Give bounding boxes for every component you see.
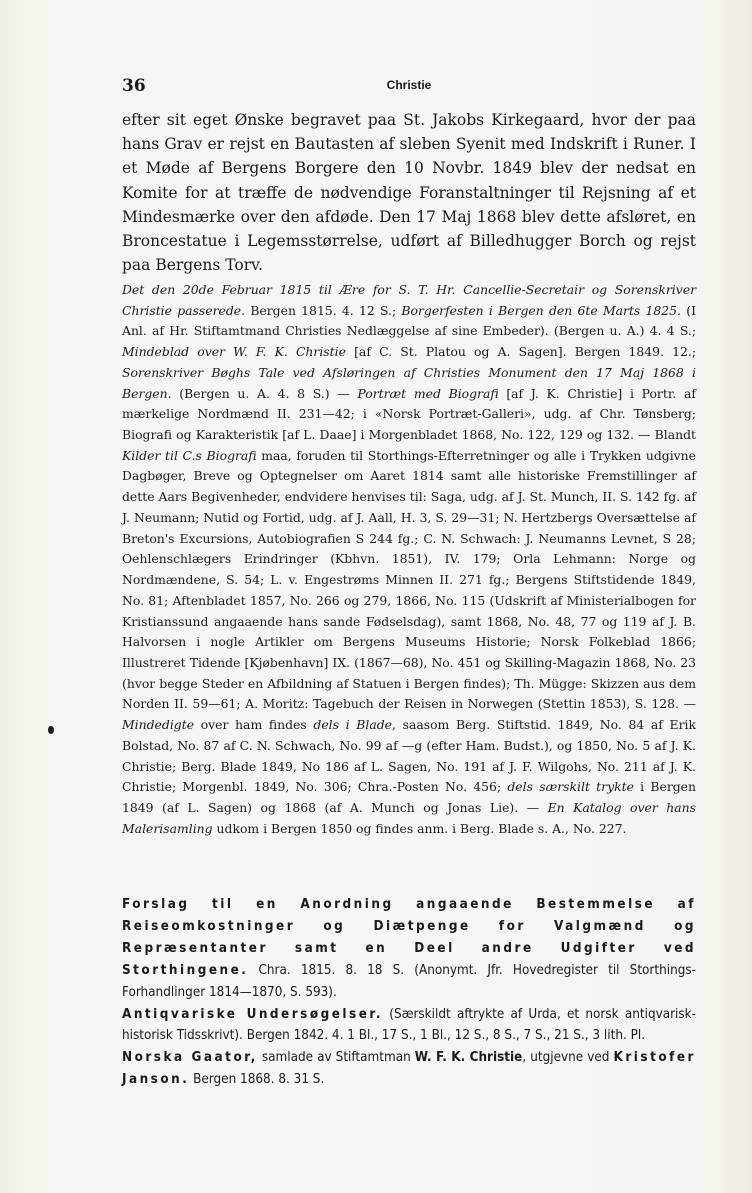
work-details: Bergen 1868. 8. 31 S. xyxy=(189,1072,325,1088)
biblio-title: Mindeblad over W. F. K. Christie xyxy=(122,344,346,360)
work-entry xyxy=(122,1047,696,1091)
biblio-text: i Bergen 1849 (af L. Sagen) og 1868 (af A. Munch og Jonas Lie). — xyxy=(122,779,696,815)
work-entry xyxy=(122,1004,696,1048)
running-head: Christie xyxy=(386,78,432,92)
biblio-title: dels i Blade xyxy=(313,717,392,733)
biblio-title: Portræt med Biografi xyxy=(357,385,499,401)
biblio-title: Kilder til C.s Biografi xyxy=(122,447,257,463)
biblio-text: (Bergen u. A. 4. 8 S.) — xyxy=(171,385,358,401)
work-details: samlade av Stiftamtman xyxy=(257,1050,415,1066)
page-header xyxy=(122,76,696,100)
biblio-text: [af J. K. Christie] i Portr. af mærkelige Nordmænd II. 231—42; i «Norsk Portræt-Galleri», udg. af Chr. Tønsberg; Biografi og Karakteristik [af L. Daae] i Morgenbladet 1868, No. 122, 129 og 132. — Blandt xyxy=(122,385,696,443)
work-title: Antiqvariske Undersøgelser. xyxy=(122,1006,384,1022)
biblio-text: (I Anl. af Hr. Stiftamtmand Christies Nedlæggelse af sine Embeder). (Bergen u. A.) 4. 4 S.; xyxy=(122,302,696,339)
biblio-text: over ham findes xyxy=(194,717,314,733)
work-author: W. F. K. Christie xyxy=(414,1050,523,1066)
work-entry xyxy=(122,894,696,1004)
work-details: , utgjevne ved xyxy=(522,1050,614,1066)
work-details: Chra. 1815. 8. 18 S. (Anonymt. Jfr. Hovedregister til Storthings-Forhandlinger 1814—1870, S. 593). xyxy=(122,962,696,1000)
biblio-title: En Katalog over hans Malerisamling xyxy=(122,799,696,836)
biblio-text: [af C. St. Platou og A. Sagen]. Bergen 1849. 12.; xyxy=(345,344,696,360)
margin-ink-dot xyxy=(48,726,54,734)
page-number: 36 xyxy=(122,76,146,96)
body-paragraph: efter sit eget Ønske begravet paa St. Jakobs Kirkegaard, hvor der paa hans Grav er rejst en Bautasten af sleben Syenit med Indskrift i Runer. I et Møde af Bergens Borgere den 10 Novbr. 1849 blev der nedsat en Komite for at træffe de nødvendige Foranstaltninger til Rejsning af et Mindesmærke over den afdøde. Den 17 Maj 1868 blev dette afsløret, en Broncestatue i Legemsstørrelse, udført af Billedhugger Borch og rejst paa Bergens Torv. xyxy=(122,111,696,275)
work-title: Forslag til en Anordning angaaende Bestemmelse af Reiseomkostninger og Diætpenge for Valgmænd og Repræsentanter samt en Deel andre Udgifter ved Storthingene. xyxy=(122,897,696,978)
biblio-title: Det den 20de Februar 1815 til Ære for S. T. Hr. Cancellie-Secretair og Sorenskriver Christie passerede. xyxy=(122,282,696,318)
biblio-text: maa, foruden til Storthings-Efterretninger og alle i Trykken udgivne Dagbøger, Breve og Optegnelser om Aaret 1814 samt alle historiske Fremstillinger af dette Aars Begivenheder, endvidere henvises til: Saga, udg. af J. St. Munch, II. S. 142 fg. af J. Neumann; Nutid og Fortid, udg. af J. Aall, H. 3, S. 29—31; N. Hertzbergs Oversættelse af Breton's Excursions, Autobiografien S 244 fg.; C. N. Schwach: J. Neumanns Levnet, S 28; Oehlenschlægers Erindringer (Kbhvn. 1851), IV. 179; Orla Lehmann: Norge og Nordmændene, S. 54; L. v. Engestrøms Minnen II. 271 fg.; Bergens Stiftstidende 1849, No. 81; Aftenbladet 1857, No. 266 og 279, 1866, No. 115 (Udskrift af Ministerialbogen for Kristianssund angaaende hans sande Fødselsdag), samt 1868, No. 48, 77 og 119 af J. B. Halvorsen i nogle Artikler om Bergens Museums Historie; Norsk Folkeblad 1866; Illustreret Tidende [Kjøbenhavn] IX. (1867—68), No. 451 og Skilling-Magazin 1868, No. 23 (hvor begge Steder en Afbildning af Statuen i Bergen findes); Th. Mügge: Skizzen aus dem Norden II. 59—61; A. Moritz: Tagebuch der Reisen in Norwegen (Stettin 1853), S. 128. — xyxy=(122,447,696,712)
work-title: Norska Gaator, xyxy=(122,1050,258,1066)
work-details: (Særskildt aftrykte af Urda, et norsk antiqvarisk-historisk Tidsskrivt). Bergen 1842. 4. 1 Bl., 17 S., 1 Bl., 12 S., 8 S., 7 S., 21 S., 3 lith. Pl. xyxy=(122,1006,697,1044)
works-list xyxy=(122,894,696,1091)
biblio-title: dels særskilt trykte xyxy=(507,779,634,795)
biblio-title: Sorenskriver Bøghs Tale ved Afsløringen af Christies Monument den 17 Maj 1868 i Bergen. xyxy=(122,364,696,401)
biblio-text: , saasom Berg. Stiftstid. 1849, No. 84 af Erik Bolstad, No. 87 af C. N. Schwach, No. 99 af —g (efter Ham. Budst.), og 1850, No. 5 af J. K. Christie; Berg. Blade 1849, No 186 af L. Sagen, No. 191 af J. F. Wilgohs, No. 211 af J. K. Christie; Morgenbl. 1849, No. 306; Chra.-Posten No. 456; xyxy=(122,717,696,795)
work-editor: Kristofer Janson. xyxy=(122,1050,696,1088)
biblio-text: udkom i Bergen 1850 og findes anm. i Berg. Blade s. A., No. 227. xyxy=(212,820,627,836)
bibliography-paragraph xyxy=(122,280,696,839)
biblio-title: Mindedigte xyxy=(122,717,195,733)
biblio-text: Bergen 1815. 4. 12 S.; xyxy=(245,302,402,318)
biblio-title: Borgerfesten i Bergen den 6te Marts 1825. xyxy=(401,302,682,318)
